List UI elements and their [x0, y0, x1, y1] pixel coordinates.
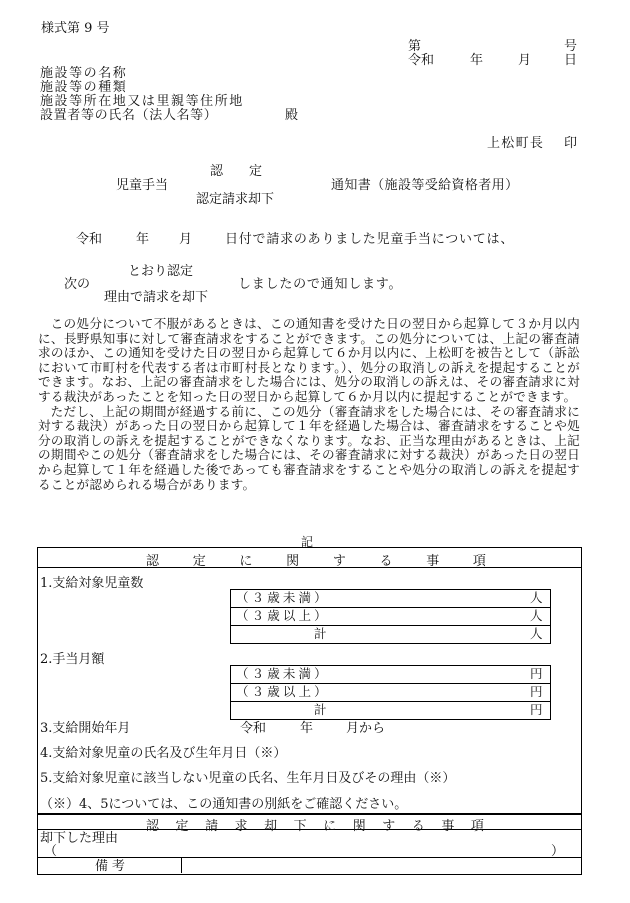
item1-under3-label: （３歳未満） [236, 590, 330, 605]
approval-header-char: す [332, 554, 346, 569]
issue-date-day: 日 [564, 53, 578, 68]
approval-header-char: 項 [472, 554, 486, 569]
item3-month: 月から [346, 721, 386, 736]
rejection-reason-paren-open: （ [44, 844, 58, 859]
item1-under3-unit: 人 [530, 590, 543, 605]
title-left: 児童手当 [116, 178, 169, 193]
approval-header-char: 定 [192, 554, 206, 569]
item1-label: 1.支給対象児童数 [40, 576, 144, 591]
rejection-header-char: 項 [470, 819, 484, 834]
item1-over3-label: （３歳以上） [236, 608, 330, 623]
item1-over3-unit: 人 [530, 608, 543, 623]
item1-total-label: 計 [314, 626, 327, 641]
rejection-reason-paren-close: ） [551, 844, 565, 859]
recipient-facility-type: 施設等の種類 [40, 80, 128, 95]
item3-label: 3.支給開始年月 [40, 721, 131, 736]
item3-era: 令和 [240, 721, 267, 736]
ki-marker: 記 [301, 535, 314, 549]
issue-date-month: 月 [518, 53, 532, 68]
form-number: 様式第 9 号 [41, 21, 110, 36]
notice-text [38, 317, 580, 492]
approval-footnote: （※）4、5については、この通知書の別紙をご確認ください。 [40, 797, 408, 812]
item5-label: 5.支給対象児童に該当しない児童の氏名、生年月日及びその理由（※） [40, 771, 456, 786]
item2-under3-label: （３歳未満） [236, 666, 330, 681]
rejection-header [146, 815, 484, 834]
approval-header-char: に [239, 554, 253, 569]
opening-month: 月 [179, 232, 193, 247]
approval-header-char: る [379, 554, 393, 569]
rejection-header-char: 認 [146, 819, 160, 834]
recipient-facility-name: 施設等の名称 [40, 66, 128, 81]
approval-header [146, 550, 486, 569]
item3-year: 年 [300, 721, 314, 736]
item2-total-unit: 円 [530, 702, 543, 717]
title-option-approve: 認 定 [210, 164, 263, 179]
recipient-honorific: 殿 [285, 108, 299, 123]
item2-total-label: 計 [314, 702, 327, 717]
document-number-prefix: 第 [408, 39, 422, 54]
rejection-header-char: 事 [441, 819, 455, 834]
rejection-reason-label: 却下した理由 [40, 831, 119, 846]
document-number-suffix: 号 [564, 39, 578, 54]
remarks-field[interactable] [182, 858, 579, 872]
approval-header-char: 認 [146, 554, 160, 569]
notice-paragraph-1: この処分について不服があるときは、この通知書を受けた日の翌日から起算して３か月以内に、長野県知事に対して審査請求をすることができます。この処分については、上記の審査請求のほか、この通知を受けた日の翌日から起算して６か月以内に、上松町を被告として（訴訟において市町村を代表する者は市町村長となります。）、処分の取消しの訴えを提起することができます。なお、上記の審査請求をした場合には、処分の取消しの訴えは、その審査請求に対する裁決があったことを知った日の翌日から起算して６か月以内に提起することができます。 [38, 316, 580, 404]
rejection-header-char: に [323, 819, 337, 834]
remarks-label: 備考 [95, 859, 129, 874]
recipient-address: 施設等所在地又は里親等住所地 [40, 94, 244, 109]
notice-paragraph-2: ただし、上記の期間が経過する前に、この処分（審査請求をした場合には、その審査請求に対する裁決）があった日の翌日から起算して１年を経過した場合は、審査請求をすることや処分の取消しの訴えを提起することができなくなります。なお、正当な理由があるときは、上記の期間やこの処分（審査請求をした場合には、その審査請求に対する裁決）があった日の翌日から起算して１年を経過した後であっても審査請求をすることや処分の取消しの訴えを提起することが認められる場合があります。 [38, 403, 580, 492]
rejection-header-char: 定 [175, 819, 189, 834]
item4-label: 4.支給対象児童の氏名及び生年月日（※） [40, 746, 287, 761]
decision-prefix: 次の [64, 277, 91, 292]
decision-option-reject: 理由で請求を却下 [104, 290, 209, 305]
rejection-header-char: 下 [293, 819, 307, 834]
rejection-header-char: 求 [234, 819, 248, 834]
approval-header-char: 関 [286, 554, 300, 569]
item1-total-unit: 人 [530, 626, 543, 641]
rejection-header-char: る [411, 819, 425, 834]
item2-over3-label: （３歳以上） [236, 684, 330, 699]
issue-date-year: 年 [470, 53, 484, 68]
opening-text: 日付で請求のありました児童手当については、 [225, 232, 515, 247]
decision-suffix: しましたので通知します。 [238, 277, 403, 292]
title-right: 通知書（施設等受給資格者用） [331, 178, 519, 193]
rejection-header-char: 却 [264, 819, 278, 834]
rejection-header-char: 関 [352, 819, 366, 834]
rejection-header-char: す [382, 819, 396, 834]
issuer-seal: 印 [564, 136, 578, 151]
recipient-owner-name: 設置者等の氏名（法人名等） [40, 108, 218, 123]
item2-under3-unit: 円 [530, 666, 543, 681]
approval-header-char: 事 [426, 554, 440, 569]
issue-date-era: 令和 [408, 53, 435, 68]
rejection-header-char: 請 [205, 819, 219, 834]
issuer-title: 上松町長 [487, 136, 545, 151]
decision-option-approve: とおり認定 [128, 264, 194, 279]
title-option-reject: 認定請求却下 [196, 192, 275, 207]
item2-over3-unit: 円 [530, 684, 543, 699]
opening-era: 令和 [76, 232, 103, 247]
item2-label: 2.手当月額 [40, 652, 105, 667]
opening-year: 年 [136, 232, 150, 247]
